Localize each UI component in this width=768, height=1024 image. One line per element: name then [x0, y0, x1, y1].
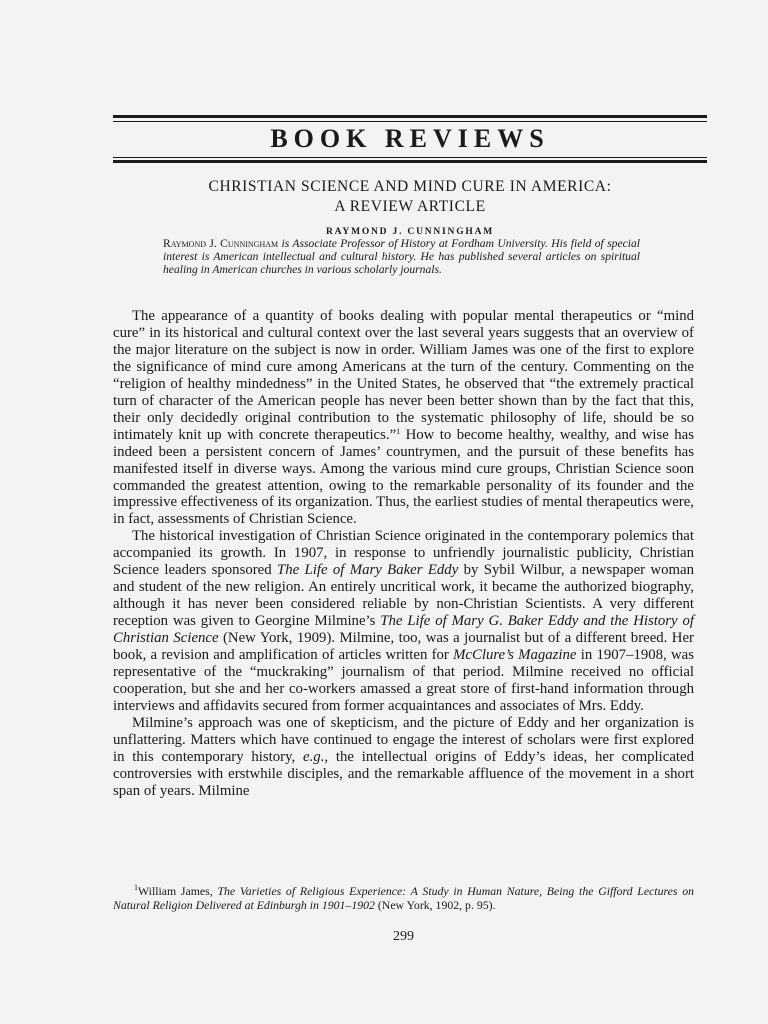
author-bio-text: is Associate Professor of History at Fordham University. His field of special interest is American intellectual and cultural history. He has published several articles on spiritual healing in American churches in various scholarly journals.: [163, 237, 640, 276]
header-rule-thin-bottom: [113, 157, 707, 158]
article-title-line-1: CHRISTIAN SCIENCE AND MIND CURE IN AMERICA:: [208, 178, 612, 195]
section-heading: BOOK REVIEWS: [270, 124, 550, 153]
author-bio: [163, 238, 640, 276]
article-title-line-2: A REVIEW ARTICLE: [334, 198, 486, 215]
paragraph-3-text-b: , the intellectual origins of Eddy’s ideas, her complicated controversies with erstwhile disciples, and the remarkable affluence of the movement in a short span of years. Milmine: [113, 748, 694, 799]
paragraph-2-text-a: The historical investigation of Christian Science originated in the contemporary polemics that accompanied its growth. In 1907, in response to unfriendly journalistic publicity, Christian Science leaders sponsored: [113, 528, 694, 579]
magazine-title: McClure’s Magazine: [453, 647, 577, 664]
paragraph-2-text-d: in 1907–1908, was representative of the “muckraking” journalism of that period. Milmine received no official cooperation, but she and her co-workers amassed a great store of first-hand information through interviews and affidavits secured from former acquaintances and associates of Mrs. Eddy.: [113, 647, 694, 714]
footnote-mark: 1: [134, 883, 138, 892]
page-number: 299: [393, 929, 414, 944]
footnote-1: [113, 885, 694, 912]
book-title-milmine: The Life of Mary G. Baker Eddy and the History of Christian Science: [113, 613, 694, 647]
article-body: [113, 308, 694, 800]
paragraph-3-text-a: Milmine’s approach was one of skepticism, and the picture of Eddy and her organization is unflattering. Matters which have continued to engage the interest of scholars were first explored in this contemporary history,: [113, 714, 694, 765]
paragraph-1-text-a: The appearance of a quantity of books dealing with popular mental therapeutics or “mind cure” in its historical and cultural context over the last several years suggests that an overview of the major literature on the subject is now in order. William James was one of the first to explore the significance of mind cure among Americans at the turn of the century. Commenting on the “religion of healthy mindedness” in the United States, he observed that “the extremely practical turn of character of the American people has never been better shown than by the fact that this, their only decidedly original contribution to the systematic philosophy of life, should be so intimately knit up with concrete therapeutics.”: [113, 308, 694, 443]
footnote-reference: 1: [396, 426, 401, 436]
book-title-wilbur: The Life of Mary Baker Eddy: [276, 562, 459, 579]
paragraph-3-eg: e.g.: [303, 748, 325, 765]
article-author: RAYMOND J. CUNNINGHAM: [325, 227, 495, 237]
paragraph-1: [113, 308, 694, 528]
paragraph-3: [113, 715, 694, 800]
footnote-text-a: William James,: [138, 884, 218, 898]
header-rule-thick: [113, 115, 707, 118]
footnote-book-title: The Varieties of Religious Experience: A Study in Human Nature, Being the Gifford Lectures on Natural Religion Delivered at Edinburgh in 1901–1902: [113, 884, 694, 912]
paragraph-2-text-b: by Sybil Wilbur, a newspaper woman and student of the new religion. An entirely uncritical work, it became the authorized biography, although it has never been considered reliable by non-Christian Scientists. A very different reception was given to Georgine Milmine’s: [113, 562, 694, 630]
paragraph-2-text-c: (New York, 1909). Milmine, too, was a journalist but of a different breed. Her book, a revision and amplification of articles written for: [113, 630, 694, 664]
paragraph-2: [113, 528, 694, 714]
author-bio-name: Raymond J. Cunningham: [163, 237, 279, 250]
paragraph-1-text-b: How to become healthy, wealthy, and wise has indeed been a persistent concern of James’ countrymen, and the pursuit of these benefits has manifested itself in diverse ways. Among the various mind cure groups, Christian Science soon commanded the greatest attention, owing to the remarkable personality of its founder and the impressive effectiveness of its organization. Thus, the earliest studies of mental therapeutics were, in fact, assessments of Christian Science.: [113, 426, 694, 528]
footnote-text-b: (New York, 1902, p. 95).: [374, 897, 496, 912]
header-rule-thick-bottom: [113, 160, 707, 163]
